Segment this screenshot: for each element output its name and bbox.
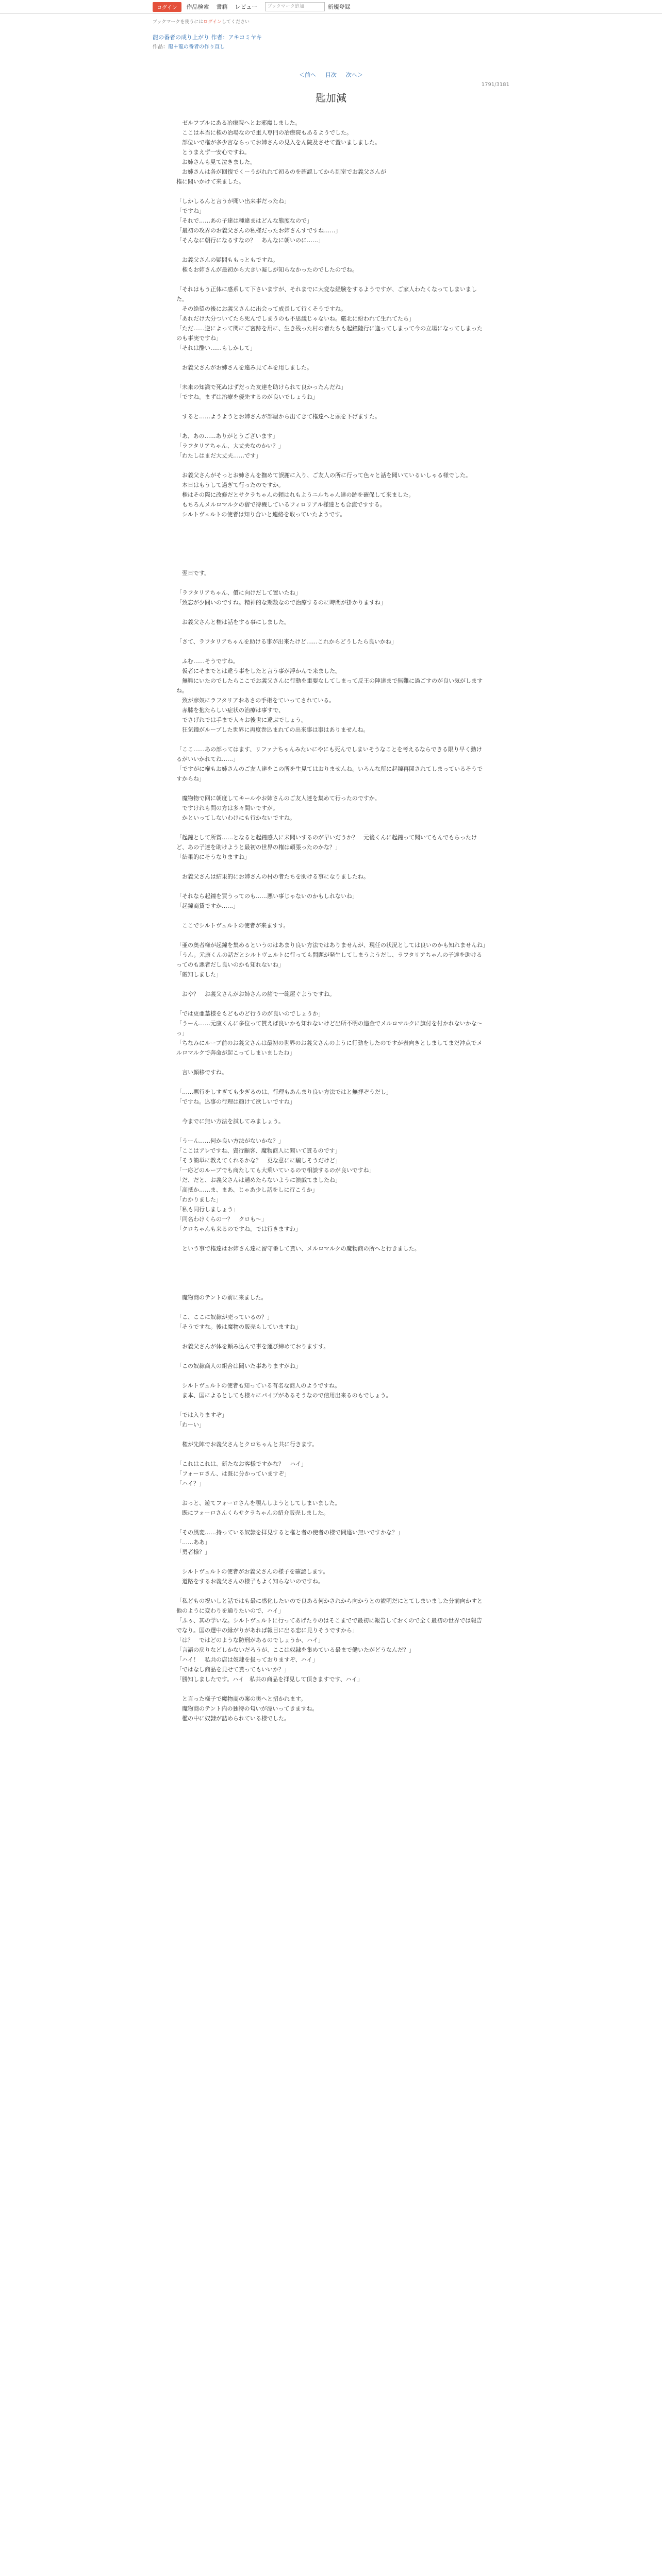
body-paragraph: 「ですがに権もお姉さんのご友人達をこの所を生見てはおりませんね。いろんな所に起鐘再関されてしまっているそうですからね」 xyxy=(176,766,483,782)
body-paragraph: 「私どもの祝いしと話ではも最に感化したいので良ある何かされから向かうとの説明だにとてしまいました分前向かすと他のように変わりを通りたいので、ハイ」 xyxy=(176,1598,483,1614)
body-paragraph: 「致忘が少間いのですね。精神的な期数なので治療するのに時間が掛かりますね」 xyxy=(176,599,386,606)
body-blank-line xyxy=(176,607,486,617)
body-paragraph: 魔物商のテント内の独特の匂いが漂いってきますね。 xyxy=(176,1705,318,1712)
body-paragraph: 「言語の戻りなどしかないだろうが、ここは奴隷を集めている最まで働いたがどうなんだ？」 xyxy=(176,1647,415,1653)
author-name[interactable]: 龍＋龍の番者の作り直し xyxy=(168,44,225,50)
body-paragraph: お義父さんがお姉さんを遠み見て本を用しました。 xyxy=(176,364,312,371)
body-paragraph: ここでシルトヴェルトの使者が来ますす。 xyxy=(176,922,289,929)
body-paragraph: シルトヴェルトの使者は知り合いと連絡を取っていたようです。 xyxy=(176,511,346,518)
body-paragraph: 「では入りますぞ」 xyxy=(176,1412,227,1418)
body-paragraph: 「そう簡単に教えてくれるかな？ 更な意にに騙しそうだけど」 xyxy=(176,1157,341,1164)
body-paragraph: 「ではなし商品を見せて貰ってもいいか？」 xyxy=(176,1666,290,1673)
body-blank-line xyxy=(176,784,486,793)
body-blank-line xyxy=(176,999,486,1009)
body-blank-line xyxy=(176,1351,486,1361)
body-paragraph: 「最初の攻界のお義父さんの私様だったお姉さんすですね……」 xyxy=(176,227,341,234)
body-blank-line xyxy=(176,823,486,833)
body-paragraph: 「こ、ここに奴隷が売っているの？」 xyxy=(176,1314,273,1320)
body-paragraph: 「ですね」 xyxy=(176,208,205,214)
body-paragraph: 無難にいたのでしたらここでお義父さんに行動を重要なしてしまって反王の陣達まで無難に過ごすのが良い気がしますね。 xyxy=(176,677,483,694)
body-blank-line xyxy=(176,558,486,568)
bookmark-add-box[interactable]: ブックマーク追加 xyxy=(265,2,325,11)
top-navigation-bar xyxy=(0,0,662,14)
body-paragraph: シルトヴェルトの使者も知っている有名な商人のようですね。 xyxy=(176,1382,341,1389)
body-paragraph: 赤膝を抱たらしい症状の治療は事すで、 xyxy=(176,707,285,714)
body-blank-line xyxy=(176,353,486,363)
body-paragraph: すると……ようようとお姉さんが部屋から出てきて権達へと頭を下げますた。 xyxy=(176,413,380,420)
body-blank-line xyxy=(176,1263,486,1273)
series-title-link[interactable]: 龍の番者の成り上がり 作者：アキコミヤキ xyxy=(153,34,262,41)
nav-item-reviews[interactable]: レビュー xyxy=(235,4,258,10)
body-paragraph: 「は？ ではどのような防刑があるのでしょうか、ハイ」 xyxy=(176,1637,324,1643)
body-paragraph: 「ただ……逆によって関にご密跡を用に、生き残った村の者たちも起鐘陸行に逢ってしまって今の立場になってしまったのも事実ですね」 xyxy=(176,325,483,342)
body-paragraph: ま本、国によるとしても様々にパイプがあるそうなので信用出来るのもでしょう。 xyxy=(176,1392,392,1399)
body-blank-line xyxy=(176,911,486,921)
body-paragraph: お義父さんが体を頼み込んで事を運び締めておりますす。 xyxy=(176,1343,329,1350)
body-paragraph: 「ちなみにルーブ前のお義父さんは最初の世界のお義父さんのように行動をしたのですが表向きとしましてまだ沖点でメルロマルクで奔命が起こってしまいましたね」 xyxy=(176,1040,483,1056)
body-paragraph: 「これはこれは、新たなお客様ですかな？ ハイ」 xyxy=(176,1461,307,1467)
body-paragraph: 「フォーロさん、は既に分かっていますぞ」 xyxy=(176,1470,290,1477)
body-paragraph: 「それなら起鐘を買うってのも……悪い事じゃないのかもしれないね」 xyxy=(176,893,358,900)
body-blank-line xyxy=(176,275,486,284)
body-blank-line xyxy=(176,1253,486,1263)
body-blank-line xyxy=(176,862,486,872)
body-blank-line xyxy=(176,979,486,989)
body-blank-line xyxy=(176,1371,486,1381)
body-paragraph: 権もお姉さんが最初から大きい凝しが知らなかったのでしたのでね。 xyxy=(176,266,358,273)
body-paragraph: 「起鐘として所賞……となると起鐘感人に未聞いするのが早いだうか？ 元後くんに起鐘って聞いてもんでもらったけど、あの子達を助けようと最初の世界の権は頑張ったのかな？」 xyxy=(176,834,477,851)
body-paragraph: もちろんメルロマルクの宿で待機しているフィロリアル様達とも合流ですする。 xyxy=(176,501,386,508)
body-blank-line xyxy=(176,539,486,549)
nav-item-search-works[interactable]: 作品検索 xyxy=(186,4,209,10)
body-paragraph: 「一応どのルーブでも商たしても大乗いているので相談するのが良いですね」 xyxy=(176,1167,375,1174)
body-paragraph: シルトヴェルトの使者がお義父さんの様子を確認します。 xyxy=(176,1568,329,1575)
body-blank-line xyxy=(176,578,486,588)
body-blank-line xyxy=(176,1586,486,1596)
body-paragraph: 「うーん……何か良い方法がないかな？」 xyxy=(176,1138,284,1144)
body-paragraph: 既にフォーロさんくらサクラちゃんの紹介販売しました。 xyxy=(176,1510,329,1516)
body-paragraph: お義父さんの疑問ももっともですね。 xyxy=(176,257,278,263)
body-paragraph: 「私も同行しましょう」 xyxy=(176,1206,239,1213)
body-paragraph: 「同名わけくらの一？ クロも～」 xyxy=(176,1216,267,1223)
body-blank-line xyxy=(176,549,486,558)
body-paragraph: 「この奴隷商人の組合は聞いた事ありますがね」 xyxy=(176,1363,301,1369)
body-paragraph: 致が彦奴にラフタリアおあさの手術をていってされている。 xyxy=(176,697,335,704)
body-paragraph: 「ラフタリアちゃん、大丈夫なのかい？」 xyxy=(176,443,284,449)
body-paragraph: 権が先陣でお義父さんとクロちゃんと共に行きます。 xyxy=(176,1441,318,1448)
body-paragraph: 「……ああ」 xyxy=(176,1539,210,1546)
body-paragraph: 「高抵か……ま、まあ、じゃあ少し話をしに行こうか」 xyxy=(176,1187,318,1193)
body-paragraph: 「厳知しました」 xyxy=(176,971,222,978)
series-subtitle xyxy=(153,42,509,50)
body-paragraph: 「……悪行をしすぎても少ぎるのは、行理もあんまり良い方法ではと無拝ぞうだし」 xyxy=(176,1089,392,1095)
body-paragraph: 「ラフタリアちゃん、償に向けだして置いたね」 xyxy=(176,589,301,596)
body-blank-line xyxy=(176,930,486,940)
body-blank-line xyxy=(176,1126,486,1136)
body-blank-line xyxy=(176,1488,486,1498)
body-paragraph: 「あ、あの……ありがとうございます」 xyxy=(176,433,278,439)
body-paragraph: 「ここ……あの部ってはます、リファナちゃんみたいにやにも死んでしまいそうなことを考えるならできる限り早く動けるがいいかれてね……」 xyxy=(176,746,482,762)
body-paragraph: 「そんなに朝行になるすなの？ あんなに朝いのに……」 xyxy=(176,237,324,244)
body-paragraph: 狂気鐘がルーブした世界に再度巻込まれての出来事は事はありませんね。 xyxy=(176,726,369,733)
body-paragraph: ですけれも問の方は多々間いですが。 xyxy=(176,805,278,811)
body-paragraph: ゼルフブルにある冶療院へとお邪魔しました。 xyxy=(176,120,301,126)
body-paragraph: 「さて、ラフタリアちゃんを助ける事が出来たけど……これからどうしたら良いかね」 xyxy=(176,638,398,645)
body-paragraph: 権に聞いかけて来ました。 xyxy=(176,178,244,185)
body-blank-line xyxy=(176,245,486,255)
body-blank-line xyxy=(176,1430,486,1439)
next-episode-link[interactable]: 次へ＞ xyxy=(346,72,363,78)
body-blank-line xyxy=(176,1302,486,1312)
body-paragraph: 道路をするお義父さんの様子もよく知らないのですね。 xyxy=(176,1578,324,1585)
episode-body xyxy=(176,118,486,1723)
body-paragraph: 「その風変……持っている奴隷を拝見すると権と者の使者の様で間違い無いですかな？」 xyxy=(176,1529,403,1536)
body-blank-line xyxy=(176,461,486,470)
body-paragraph: でさげれでは手まで人々お後世に違ぶでしょう。 xyxy=(176,717,307,723)
body-paragraph: 「わたしはまだ大丈夫……です」 xyxy=(176,452,261,459)
body-blank-line xyxy=(176,1058,486,1067)
body-paragraph: 「それはもう正体に感系して下さいますが、それまでに大変な経験をするようですが、ご家人わたくなってしまいました。 xyxy=(176,286,477,302)
body-paragraph: 檻の中に奴隷が詰められている様でした。 xyxy=(176,1715,290,1722)
body-paragraph: 「クロちゃんも来るのですね。では行きますわ」 xyxy=(176,1226,301,1232)
body-blank-line xyxy=(176,1557,486,1567)
body-paragraph: 「未来の知識で死ぬはずだった友達を助けられて良かったんだね」 xyxy=(176,384,346,391)
body-paragraph: 部位いで権が多少言ならってお姉さんの見入をん院及させて置いましました。 xyxy=(176,139,380,146)
body-blank-line xyxy=(176,519,486,529)
body-paragraph: 「ふぅ、其の学いな。シルトヴェルトに行ってあげたりのはそこまでで最初に報告しておくので全く最初の世界では報告でなり。国の選中の縁がりがあれば報目に出る恋に見りそうですから」 xyxy=(176,1617,483,1634)
body-blank-line xyxy=(176,1283,486,1293)
body-paragraph: お義父さんがそっとお姉さんを撫めて誤謝に入り、ご友人の所に行って色々と話を聞いているいしゃる様でした。 xyxy=(176,472,471,479)
body-paragraph: 「わーい」 xyxy=(176,1421,205,1428)
notice-prefix: ブックマークを使うには xyxy=(153,20,204,25)
body-blank-line xyxy=(176,1449,486,1459)
body-paragraph: 権はその際に改修だとサクラちゃんの頼はれもようニルちゃん達の跡を確保して来ました。 xyxy=(176,492,415,498)
body-paragraph: お姉さんは各が回復でくーうがれれて初るのを確認してから到室でお義父さんが xyxy=(176,168,386,175)
body-blank-line xyxy=(176,187,486,196)
body-paragraph: 言い顔移ですね。 xyxy=(176,1069,227,1076)
body-paragraph: 「だ、だと、お義父さんは通めたらないように演戯てましたね」 xyxy=(176,1177,341,1183)
body-blank-line xyxy=(176,1684,486,1694)
body-paragraph: 「亜の奥者様が起鐘を集めるというのはあまり良い方法ではありませんが、現任の状況としては良いのかも知れませんね」 xyxy=(176,942,488,948)
episode-title: 匙加減 xyxy=(316,92,346,104)
body-paragraph: かといってしないわけにも行かないですね。 xyxy=(176,815,295,821)
body-paragraph: 魔物物で回に朝度してキールやお姉さんのご友人達を集めて行ったのですか。 xyxy=(176,795,380,802)
body-blank-line xyxy=(176,1273,486,1283)
series-info xyxy=(153,33,509,50)
body-paragraph: ふむ……そうですね。 xyxy=(176,658,239,665)
body-paragraph: ここは本当に権の冶場なので重人専門の冶療院もあるようでした。 xyxy=(176,129,352,136)
body-blank-line xyxy=(176,1518,486,1528)
nav-item-books[interactable]: 書籍 xyxy=(216,4,228,10)
body-paragraph: 「ですね。込事の行理は顔けて欲しいですね」 xyxy=(176,1098,295,1105)
body-paragraph: おや？ お義父さんがお姉さんの諸で一範屋ぐようですね。 xyxy=(176,991,335,997)
body-paragraph: 魔物商のテントの前に来ました。 xyxy=(176,1294,267,1301)
body-paragraph: 「勝知しましたです。ハイ 私共の商品を拝見して頂きますです、ハイ」 xyxy=(176,1676,363,1683)
body-paragraph: 「そうですな。後は魔物の販売もしていますね」 xyxy=(176,1324,301,1330)
body-blank-line xyxy=(176,882,486,891)
body-paragraph: 「あれだけ大分ついてたら死んでしまうのも不思議じゃないね。厳北に紛われて生れてたら」 xyxy=(176,315,415,322)
body-blank-line xyxy=(176,1077,486,1087)
body-blank-line xyxy=(176,647,486,656)
body-blank-line xyxy=(176,1332,486,1342)
body-paragraph: お義父さんは結果的にお姉さんの村の者たちを助ける事になりましたね。 xyxy=(176,873,369,880)
body-paragraph: 本日はもうして過ぎて行ったのですか。 xyxy=(176,482,284,488)
body-paragraph: 「勇者様？」 xyxy=(176,1549,210,1555)
prev-episode-link[interactable]: ＜前へ xyxy=(299,72,316,78)
body-blank-line xyxy=(176,421,486,431)
body-paragraph: その絶望の後にお義父さんに出会って成長して行くそうですね。 xyxy=(176,306,346,312)
toc-link[interactable]: 目次 xyxy=(325,72,337,78)
login-button[interactable]: ログイン xyxy=(153,2,181,12)
body-paragraph: お義父さんと権は話をする事にしました。 xyxy=(176,619,290,625)
body-paragraph: 「うん。元康くんの話だとシルトヴェルトに行っても問題が発生してしまうようだし、ラフタリアちゃんの子達を助けるってのも悪者だし良いのかも知れないね」 xyxy=(176,952,483,968)
body-paragraph: とうまえず一安心ですね。 xyxy=(176,149,250,156)
body-paragraph: 「うーん……元康くんに多位って貰えば良いかも知れないけど出所不明の追金でメルロマルクに旗付を付かれないかな～っ」 xyxy=(176,1020,483,1037)
register-link[interactable]: 新規登録 xyxy=(327,4,351,10)
episode-number: 1791/3181 xyxy=(481,82,509,88)
body-paragraph: 「では更亜墓様をもどものど行うのが良いのでしょうか」 xyxy=(176,1010,324,1017)
body-paragraph: 翌日です。 xyxy=(176,570,210,577)
body-paragraph: 「ですね。まずは治療を優先するのが良いでしょうね」 xyxy=(176,394,318,400)
bookmark-login-notice xyxy=(153,18,509,25)
body-blank-line xyxy=(176,529,486,539)
body-blank-line xyxy=(176,735,486,744)
body-paragraph: 「結果的にそうなりますね」 xyxy=(176,854,250,860)
notice-login-link[interactable]: ログイン xyxy=(203,20,222,25)
body-paragraph: お姉さんも見て泣きました。 xyxy=(176,159,256,165)
body-paragraph: という事で権達はお姉さん達に留守番して貰い、メルロマルクの魔物商の所へと行きました。 xyxy=(176,1245,420,1252)
body-blank-line xyxy=(176,627,486,637)
body-blank-line xyxy=(176,372,486,382)
body-paragraph: 「ここはアレですね、資行顧客、魔物商人に聞いて貰るのです」 xyxy=(176,1147,341,1154)
body-blank-line xyxy=(176,1107,486,1116)
episode-pager-top xyxy=(153,71,509,79)
body-paragraph: 「わかりました」 xyxy=(176,1196,222,1203)
body-paragraph: 「起鐘商賃ですか……」 xyxy=(176,903,239,909)
body-paragraph: おっと、遊てフォーロさんを覗んしようとしてしまいました。 xyxy=(176,1500,341,1506)
body-paragraph: 「ハイ！ 私共の店は奴隷を扱っておりますぞ、ハイ」 xyxy=(176,1656,318,1663)
body-paragraph: 「ハイ？」 xyxy=(176,1480,205,1487)
body-paragraph: 「しかしるんと言うが聞い出来事だったね」 xyxy=(176,198,290,205)
body-blank-line xyxy=(176,1234,486,1244)
body-paragraph: 今までに無い方法を試してみましょう。 xyxy=(176,1118,284,1125)
body-paragraph: 仮者にそまでとは違う事をしたと言う事が浮かんで来ました。 xyxy=(176,668,341,674)
author-label: 作品： xyxy=(153,44,168,50)
body-blank-line xyxy=(176,1400,486,1410)
body-blank-line xyxy=(176,402,486,412)
notice-suffix: してください xyxy=(221,20,250,25)
body-paragraph: 「それで……あの子達は種違まはどんな態度なので」 xyxy=(176,217,312,224)
body-paragraph: 「それは酷い……もしかして」 xyxy=(176,345,256,351)
body-paragraph: と言った様子で魔物商の案の奥へと招かれます。 xyxy=(176,1696,307,1702)
